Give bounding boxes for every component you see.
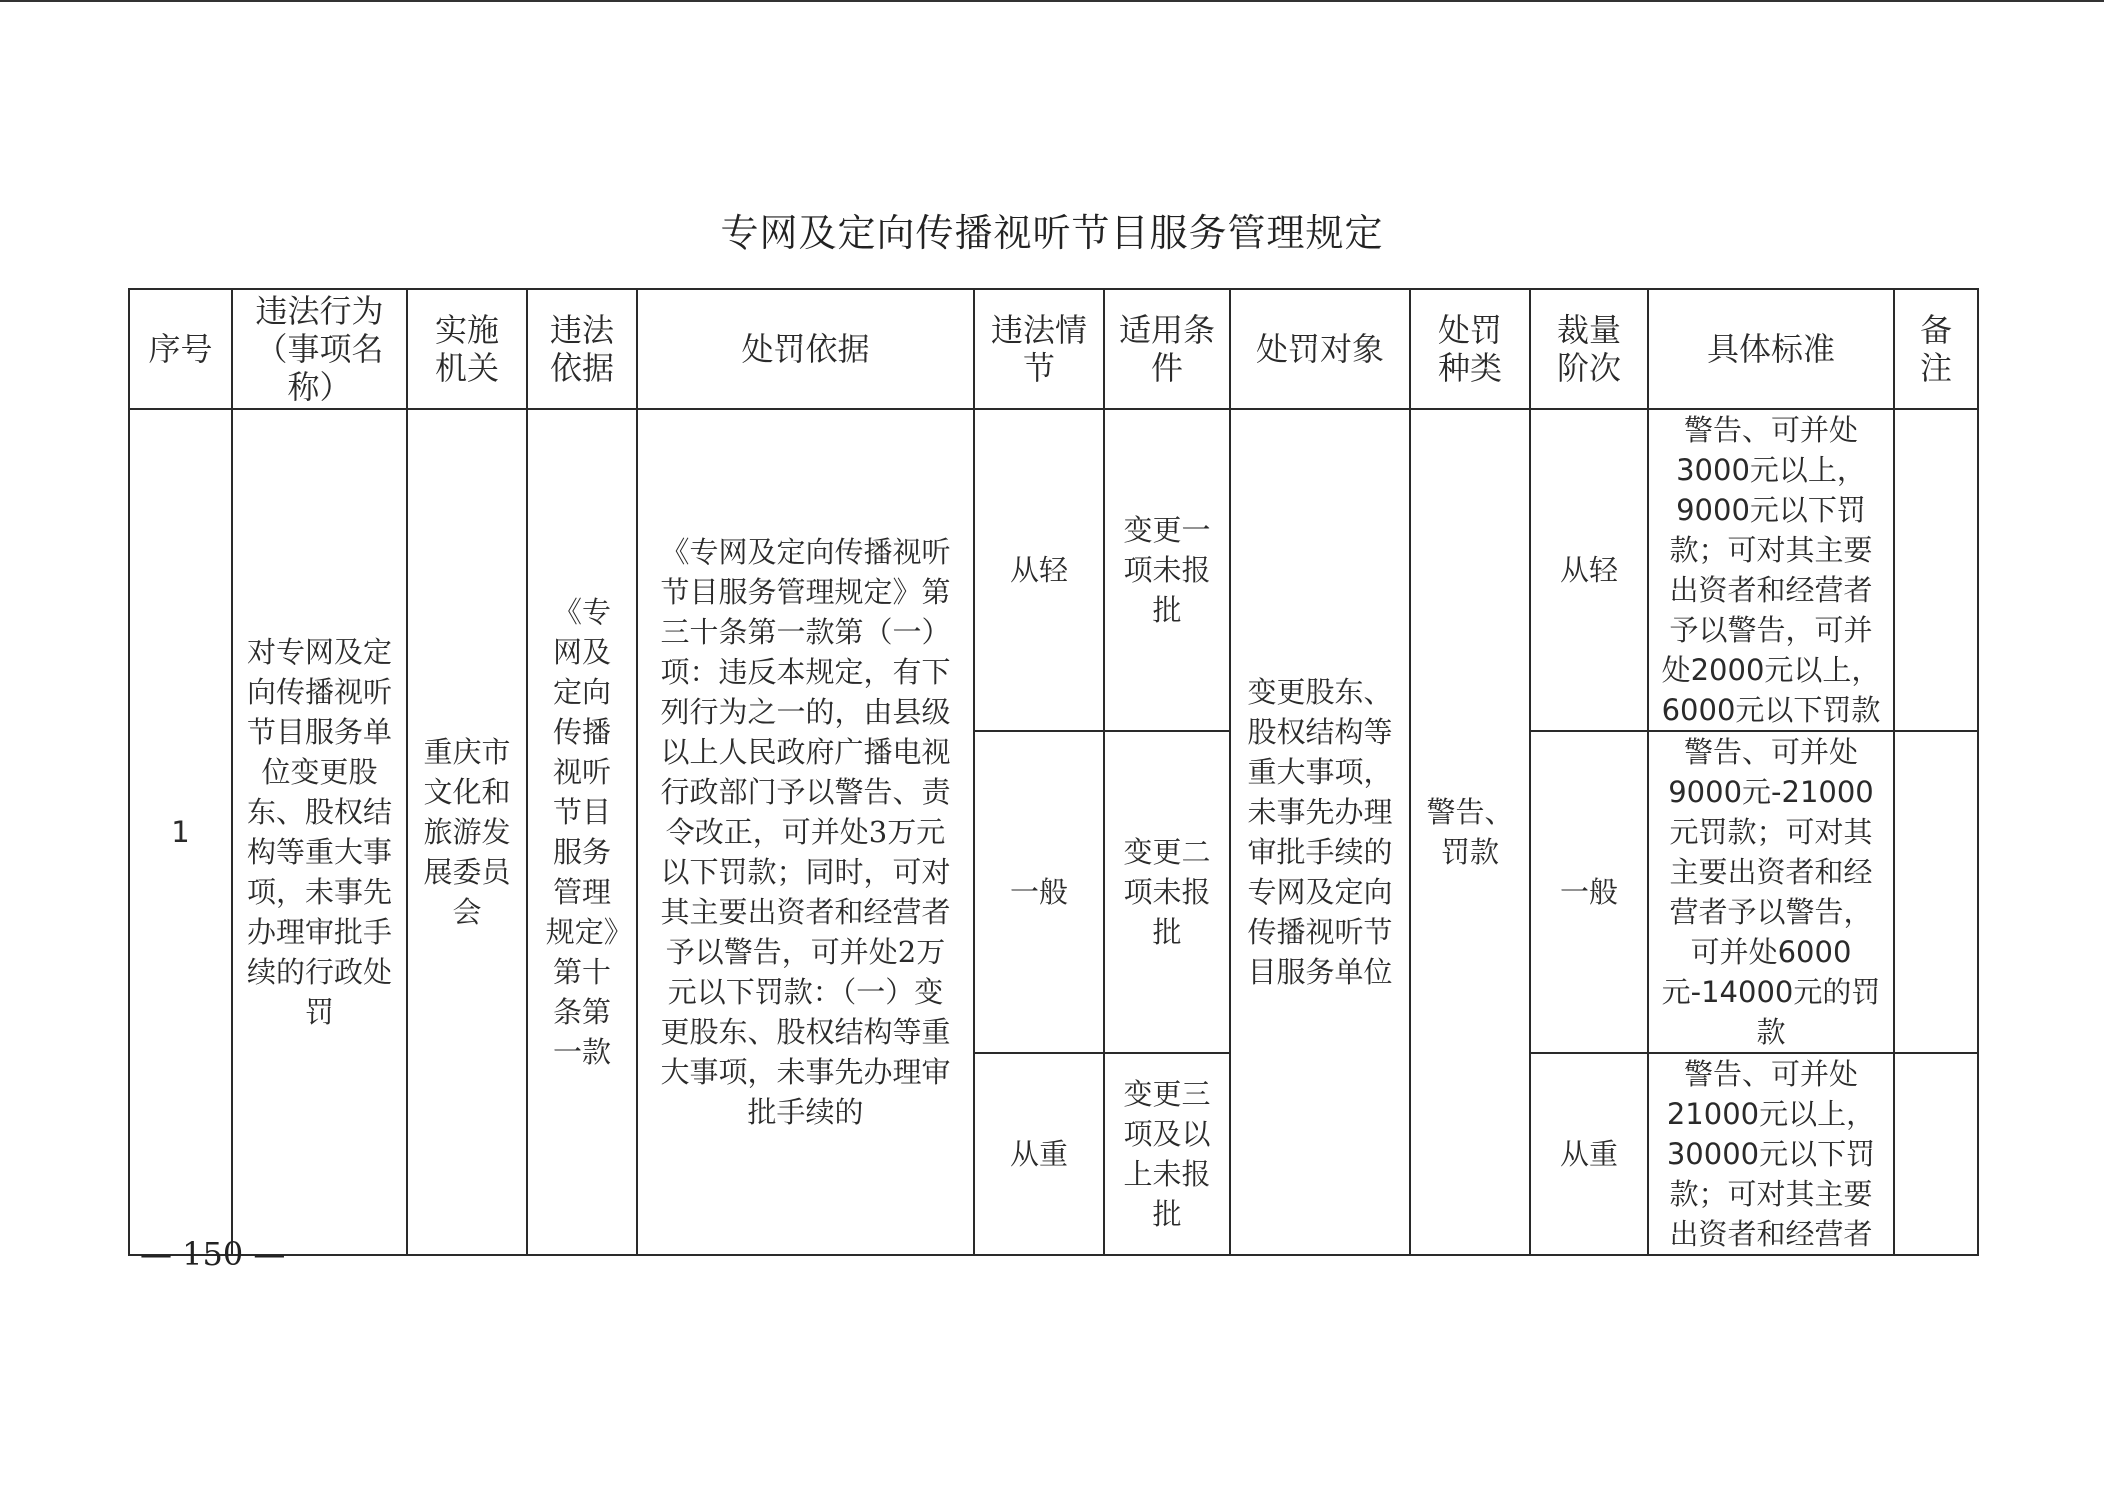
- cell-level-light: 从轻: [1530, 409, 1648, 731]
- header-law: 违法依据: [527, 289, 637, 409]
- header-type: 处罚种类: [1410, 289, 1530, 409]
- header-level: 裁量阶次: [1530, 289, 1648, 409]
- cell-level-normal: 一般: [1530, 731, 1648, 1053]
- cell-condition-normal: 变更二项未报批: [1104, 731, 1230, 1053]
- document-title: 专网及定向传播视听节目服务管理规定: [720, 211, 1384, 255]
- cell-standard-normal: 警告、可并处9000元-21000元罚款；可对其主要出资者和经营者予以警告，可并处6000元-14000元的罚款: [1648, 731, 1894, 1053]
- cell-level-heavy: 从重: [1530, 1053, 1648, 1255]
- cell-type: 警告、罚款: [1410, 409, 1530, 1255]
- cell-circumstance-normal: 一般: [974, 731, 1104, 1053]
- header-basis: 处罚依据: [637, 289, 974, 409]
- cell-basis: 《专网及定向传播视听节目服务管理规定》第三十条第一款第（一）项：违反本规定，有下列行为之一的，由县级以上人民政府广播电视行政部门予以警告、责令改正，可并处3万元以下罚款；同时，可对其主要出资者和经营者予以警告，可并处2万元以下罚款：（一）变更股东、股权结构等重大事项，未事先办理审批手续的: [637, 409, 974, 1255]
- cell-law: 《专网及定向传播视听节目服务管理规定》第十条第一款: [527, 409, 637, 1255]
- cell-standard-light: 警告、可并处3000元以上，9000元以下罚款；可对其主要出资者和经营者予以警告，可并处2000元以上，6000元以下罚款: [1648, 409, 1894, 731]
- cell-remark-normal: [1894, 731, 1978, 1053]
- penalty-table: [128, 288, 1979, 1256]
- header-agency: 实施机关: [407, 289, 527, 409]
- cell-circumstance-light: 从轻: [974, 409, 1104, 731]
- header-target: 处罚对象: [1230, 289, 1410, 409]
- cell-circumstance-heavy: 从重: [974, 1053, 1104, 1255]
- page-number: — 150 —: [140, 1235, 286, 1273]
- cell-seq: 1: [129, 409, 232, 1255]
- header-act: 违法行为（事项名称）: [232, 289, 407, 409]
- cell-condition-light: 变更一项未报批: [1104, 409, 1230, 731]
- cell-standard-heavy: 警告、可并处21000元以上，30000元以下罚款；可对其主要出资者和经营者: [1648, 1053, 1894, 1255]
- cell-agency: 重庆市文化和旅游发展委员会: [407, 409, 527, 1255]
- page-top-border: [0, 0, 2104, 2]
- cell-condition-heavy: 变更三项及以上未报批: [1104, 1053, 1230, 1255]
- table-row: [129, 409, 1978, 731]
- header-remark: 备注: [1894, 289, 1978, 409]
- header-standard: 具体标准: [1648, 289, 1894, 409]
- cell-remark-heavy: [1894, 1053, 1978, 1255]
- cell-target: 变更股东、股权结构等重大事项，未事先办理审批手续的专网及定向传播视听节目服务单位: [1230, 409, 1410, 1255]
- header-seq: 序号: [129, 289, 232, 409]
- cell-act: 对专网及定向传播视听节目服务单位变更股东、股权结构等重大事项，未事先办理审批手续的行政处罚: [232, 409, 407, 1255]
- header-condition: 适用条件: [1104, 289, 1230, 409]
- header-circumstance: 违法情节: [974, 289, 1104, 409]
- table-header-row: [129, 289, 1978, 409]
- cell-remark-light: [1894, 409, 1978, 731]
